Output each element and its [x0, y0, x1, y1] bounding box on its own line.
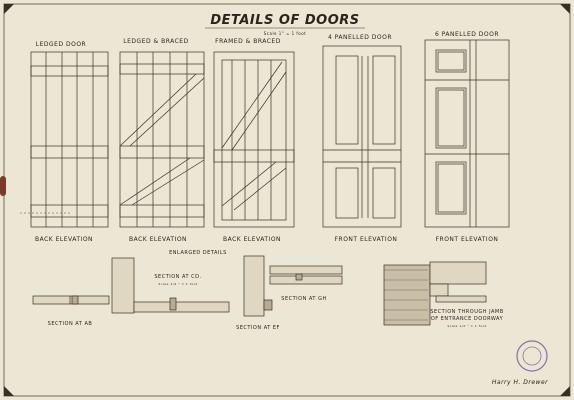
edge-mark [0, 176, 6, 196]
scale-note: Scale 1" = 1 foot [263, 31, 307, 36]
door-6-panelled-elevation [425, 40, 509, 227]
door-ledged-braced-elevation [120, 52, 204, 227]
section-cd-scale: Scale 1/4 " = 1 foot [158, 282, 198, 286]
caption-front-elevation-6: FRONT ELEVATION [435, 236, 499, 243]
corner-ornament-tr [560, 4, 570, 14]
section-ef-label: SECTION AT EF [236, 325, 280, 331]
caption-back-elevation-1: BACK ELEVATION [34, 236, 94, 243]
section-jamb-scale: Scale 1/2 " = 1 foot [447, 324, 487, 328]
section-jamb-label-1: SECTION THROUGH JAMB [430, 309, 504, 315]
door-title-framed-braced: FRAMED & BRACED [215, 38, 281, 45]
caption-front-elevation-4: FRONT ELEVATION [334, 236, 398, 243]
door-title-ledged-braced: LEDGED & BRACED [123, 38, 189, 45]
section-ef-drawing [244, 256, 272, 316]
door-title-6-panelled: 6 PANELLED DOOR [434, 31, 500, 38]
author-signature: Harry H. Drewer [491, 379, 549, 386]
section-ab-drawing [33, 296, 109, 304]
corner-ornament-br [560, 386, 570, 396]
section-jamb-label-2: OF ENTRANCE DOORWAY [430, 316, 504, 322]
section-gh-label: SECTION AT GH [281, 296, 327, 302]
sheet-border [4, 4, 570, 396]
institution-stamp [517, 341, 547, 371]
caption-back-elevation-2: BACK ELEVATION [128, 236, 188, 243]
door-4-panelled-elevation [323, 46, 401, 227]
section-cd-label: SECTION AT CD. [154, 274, 202, 280]
sheet-title: DETAILS OF DOORS [210, 13, 360, 28]
corner-ornament-bl [4, 386, 14, 396]
section-ab-label: SECTION AT AB [47, 321, 93, 327]
door-title-ledged: LEDGED DOOR [35, 41, 87, 48]
door-title-4-panelled: 4 PANELLED DOOR [327, 34, 393, 41]
door-ledged-elevation [20, 52, 108, 227]
door-framed-braced-elevation [214, 52, 294, 227]
enlarged-details-label: ENLARGED DETAILS [169, 250, 227, 256]
corner-ornament-tl [4, 4, 14, 14]
caption-back-elevation-3: BACK ELEVATION [222, 236, 282, 243]
section-gh-drawing [270, 266, 342, 284]
